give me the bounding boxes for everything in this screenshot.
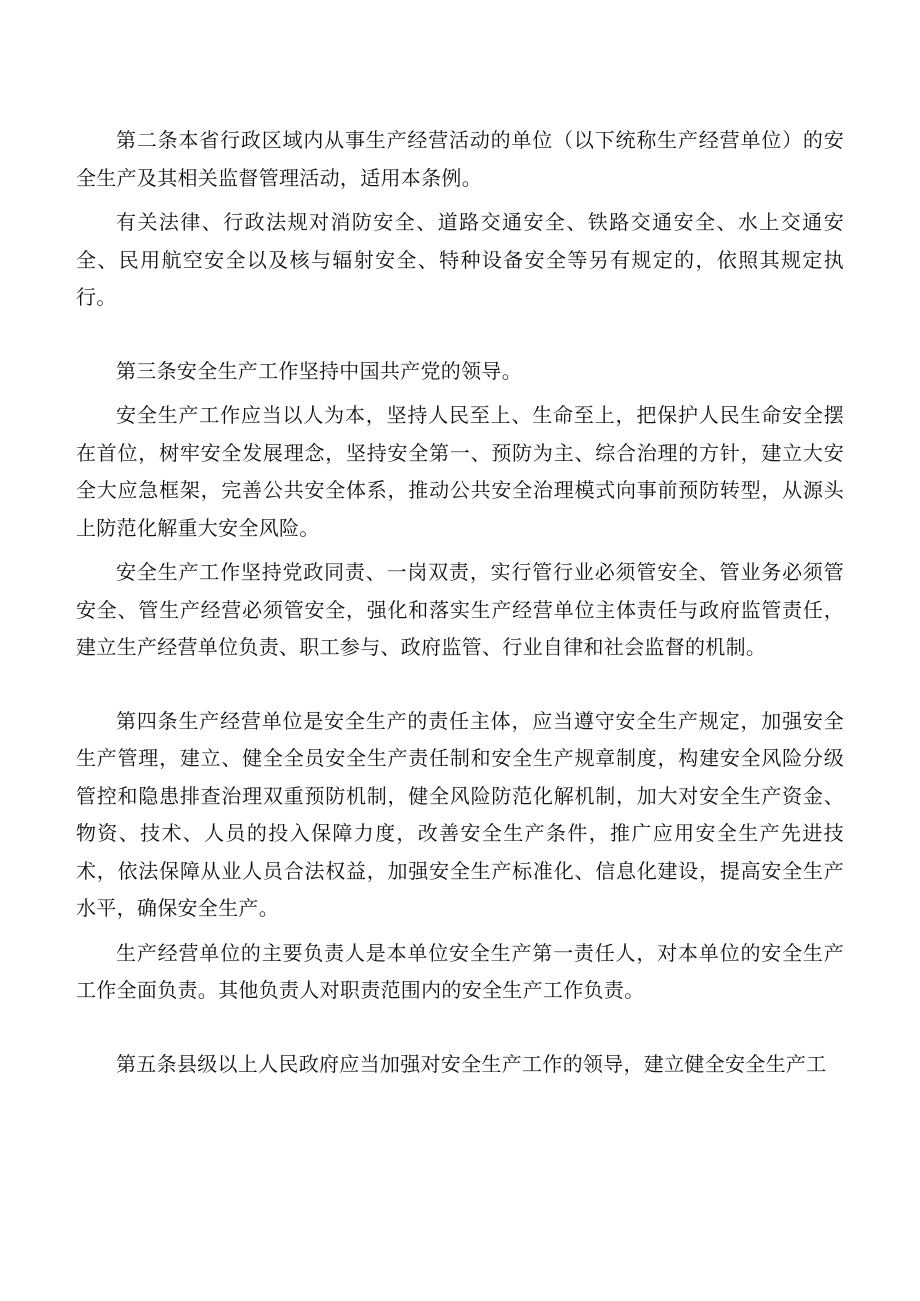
article-2-paragraph-2: 有关法律、行政法规对消防安全、道路交通安全、铁路交通安全、水上交通安全、民用航空安全以及核与辐射安全、特种设备安全等另有规定的，依照其规定执行。	[76, 210, 844, 309]
paragraph-spacer	[76, 390, 844, 397]
article-spacer	[76, 317, 844, 353]
paragraph-spacer	[76, 197, 844, 204]
paragraph-spacer	[76, 547, 844, 554]
article-spacer	[76, 1010, 844, 1046]
document-body	[76, 122, 844, 1083]
article-3-paragraph-1: 第三条安全生产工作坚持中国共产党的领导。	[116, 358, 522, 383]
article-spacer	[76, 667, 844, 703]
article-2-paragraph-1: 第二条本省行政区域内从事生产经营活动的单位（以下统称生产经营单位）的安全生产及其相关监督管理活动，适用本条例。	[76, 128, 844, 190]
article-3-paragraph-3: 安全生产工作坚持党政同责、一岗双责，实行管行业必须管安全、管业务必须管安全、管生产经营必须管安全，强化和落实生产经营单位主体责任与政府监管责任，建立生产经营单位负责、职工参与、政府监管、行业自律和社会监督的机制。	[76, 560, 844, 659]
article-5-paragraph-1: 第五条县级以上人民政府应当加强对安全生产工作的领导，建立健全安全生产工	[116, 1051, 827, 1076]
article-4-paragraph-2: 生产经营单位的主要负责人是本单位安全生产第一责任人，对本单位的安全生产工作全面负责。其他负责人对职责范围内的安全生产工作负责。	[76, 940, 844, 1002]
paragraph-spacer	[76, 928, 844, 935]
article-4-paragraph-1: 第四条生产经营单位是安全生产的责任主体，应当遵守安全生产规定，加强安全生产管理，建立、健全全员安全生产责任制和安全生产规章制度，构建安全风险分级管控和隐患排查治理双重预防机制，健全风险防范化解机制，加大对安全生产资金、物资、技术、人员的投入保障力度，改善安全生产条件，推广应用安全生产先进技术，依法保障从业人员合法权益，加强安全生产标准化、信息化建设，提高安全生产水平，确保安全生产。	[76, 708, 844, 920]
article-3-paragraph-2: 安全生产工作应当以人为本，坚持人民至上、生命至上，把保护人民生命安全摆在首位，树牢安全发展理念，坚持安全第一、预防为主、综合治理的方针，建立大安全大应急框架，完善公共安全体系，推动公共安全治理模式向事前预防转型，从源头上防范化解重大安全风险。	[76, 403, 844, 540]
